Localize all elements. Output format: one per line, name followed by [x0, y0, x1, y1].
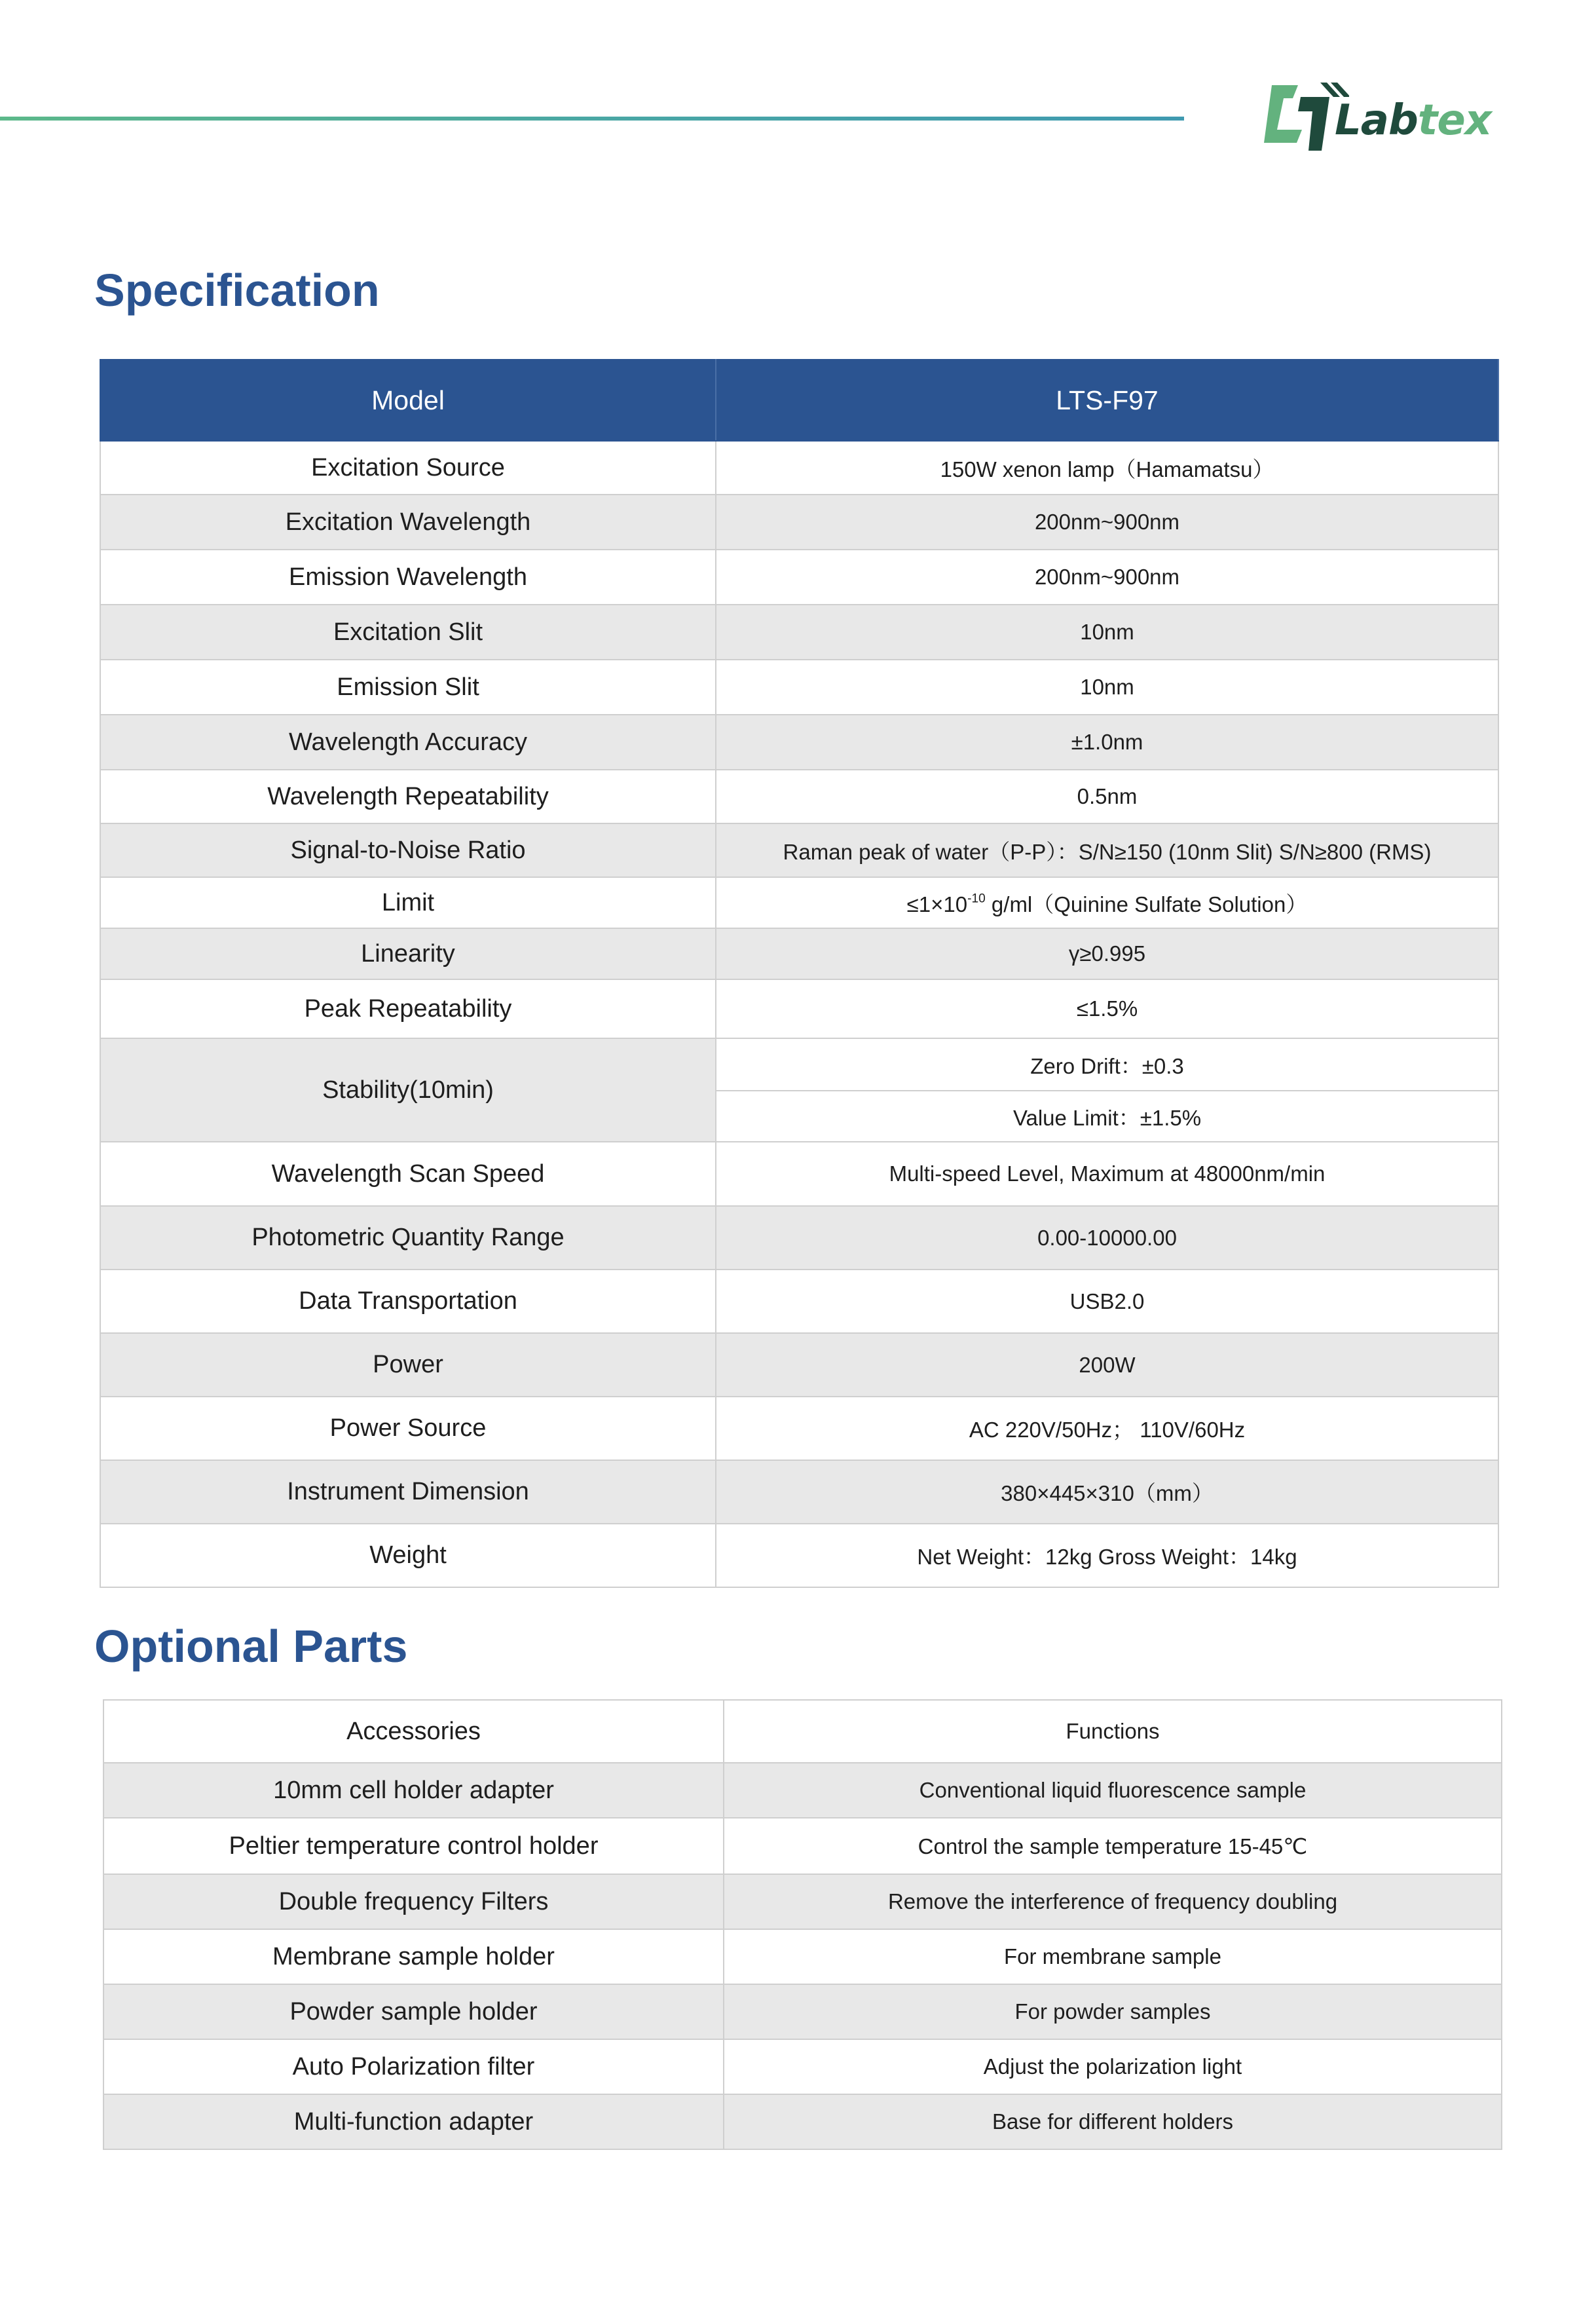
- spec-label: Emission Slit: [100, 660, 716, 715]
- table-row: [100, 715, 1498, 770]
- table-row: [100, 1333, 1498, 1397]
- table-row: [100, 1397, 1498, 1460]
- accessory-name: Double frequency Filters: [103, 1874, 724, 1929]
- limit-value-suffix: g/ml（Quinine Sulfate Solution）: [985, 892, 1308, 916]
- spec-value: Multi-speed Level, Maximum at 48000nm/min: [716, 1142, 1498, 1206]
- accessory-name: 10mm cell holder adapter: [103, 1763, 724, 1818]
- spec-label: Signal-to-Noise Ratio: [100, 823, 716, 877]
- table-row: [100, 1038, 1498, 1091]
- spec-value: Zero Drift：±0.3: [716, 1038, 1498, 1091]
- spec-value: Raman peak of water（P-P）：S/N≥150 (10nm Slit) S/N≥800 (RMS): [716, 823, 1498, 877]
- spec-value: Net Weight：12kg Gross Weight：14kg: [716, 1524, 1498, 1587]
- specification-title: Specification: [94, 265, 380, 316]
- limit-value-prefix: ≤1×10: [906, 892, 968, 916]
- accessory-name: Membrane sample holder: [103, 1929, 724, 1984]
- spec-header-row: [100, 360, 1498, 441]
- spec-label: Power: [100, 1333, 716, 1397]
- table-row: [103, 2039, 1502, 2094]
- table-row: [100, 605, 1498, 660]
- table-row: [103, 1763, 1502, 1818]
- table-row: [100, 979, 1498, 1038]
- table-row: [100, 1206, 1498, 1270]
- accessory-name: Peltier temperature control holder: [103, 1818, 724, 1874]
- spec-value: 380×445×310（mm）: [716, 1460, 1498, 1524]
- spec-label: Wavelength Repeatability: [100, 770, 716, 823]
- spec-label: Instrument Dimension: [100, 1460, 716, 1524]
- table-row: [100, 550, 1498, 605]
- spec-label: Data Transportation: [100, 1270, 716, 1333]
- spec-value: 0.00-10000.00: [716, 1206, 1498, 1270]
- spec-header-model: Model: [100, 360, 716, 441]
- table-row: [100, 1524, 1498, 1587]
- spec-label: Limit: [100, 877, 716, 928]
- spec-value: γ≥0.995: [716, 928, 1498, 979]
- spec-label: Emission Wavelength: [100, 550, 716, 605]
- table-row: [100, 1142, 1498, 1206]
- accessory-name: Auto Polarization filter: [103, 2039, 724, 2094]
- spec-value: 10nm: [716, 660, 1498, 715]
- table-row: [100, 1460, 1498, 1524]
- spec-label: Peak Repeatability: [100, 979, 716, 1038]
- spec-value: USB2.0: [716, 1270, 1498, 1333]
- labtex-logo: [1257, 73, 1493, 172]
- table-row: [103, 1818, 1502, 1874]
- table-row: [100, 441, 1498, 495]
- spec-label: Weight: [100, 1524, 716, 1587]
- spec-value: 150W xenon lamp（Hamamatsu）: [716, 441, 1498, 495]
- spec-header-model-value: LTS-F97: [716, 360, 1498, 441]
- spec-value: AC 220V/50Hz； 110V/60Hz: [716, 1397, 1498, 1460]
- table-row: [100, 928, 1498, 979]
- table-row: [100, 1270, 1498, 1333]
- table-row: [100, 495, 1498, 550]
- accessory-function: Adjust the polarization light: [724, 2039, 1502, 2094]
- spec-label: Linearity: [100, 928, 716, 979]
- specification-table: [100, 359, 1499, 1588]
- spec-value: ≤1.5%: [716, 979, 1498, 1038]
- table-row: [103, 1874, 1502, 1929]
- spec-label: Excitation Source: [100, 441, 716, 495]
- spec-label: Photometric Quantity Range: [100, 1206, 716, 1270]
- accessory-function: Remove the interference of frequency doubling: [724, 1874, 1502, 1929]
- accessory-function: For powder samples: [724, 1984, 1502, 2039]
- spec-label: Wavelength Accuracy: [100, 715, 716, 770]
- table-row: [100, 660, 1498, 715]
- spec-value: 200nm~900nm: [716, 495, 1498, 550]
- accessory-function: Base for different holders: [724, 2094, 1502, 2149]
- table-row: [103, 1929, 1502, 1984]
- spec-value: [716, 877, 1498, 928]
- table-row: [103, 1984, 1502, 2039]
- spec-label: Power Source: [100, 1397, 716, 1460]
- limit-value-exponent: -10: [967, 892, 986, 906]
- header-rule: [0, 117, 1184, 121]
- labtex-wordmark: Labtex: [1335, 96, 1492, 145]
- table-row: [100, 823, 1498, 877]
- accessory-function: For membrane sample: [724, 1929, 1502, 1984]
- optional-header-row: [103, 1700, 1502, 1763]
- spec-label: Stability(10min): [100, 1038, 716, 1142]
- table-row: [103, 2094, 1502, 2149]
- spec-value: Value Limit：±1.5%: [716, 1091, 1498, 1142]
- spec-label: Wavelength Scan Speed: [100, 1142, 716, 1206]
- optional-header-functions: Functions: [724, 1700, 1502, 1763]
- spec-label: Excitation Slit: [100, 605, 716, 660]
- spec-value: ±1.0nm: [716, 715, 1498, 770]
- table-row: [100, 877, 1498, 928]
- table-row: [100, 770, 1498, 823]
- optional-parts-title: Optional Parts: [94, 1621, 408, 1672]
- spec-value: 200W: [716, 1333, 1498, 1397]
- spec-label: Excitation Wavelength: [100, 495, 716, 550]
- optional-parts-table: [103, 1699, 1502, 2150]
- spec-value: 0.5nm: [716, 770, 1498, 823]
- optional-header-accessories: Accessories: [103, 1700, 724, 1763]
- spec-value: 10nm: [716, 605, 1498, 660]
- accessory-name: Powder sample holder: [103, 1984, 724, 2039]
- accessory-name: Multi-function adapter: [103, 2094, 724, 2149]
- spec-value: 200nm~900nm: [716, 550, 1498, 605]
- accessory-function: Conventional liquid fluorescence sample: [724, 1763, 1502, 1818]
- accessory-function: Control the sample temperature 15-45℃: [724, 1818, 1502, 1874]
